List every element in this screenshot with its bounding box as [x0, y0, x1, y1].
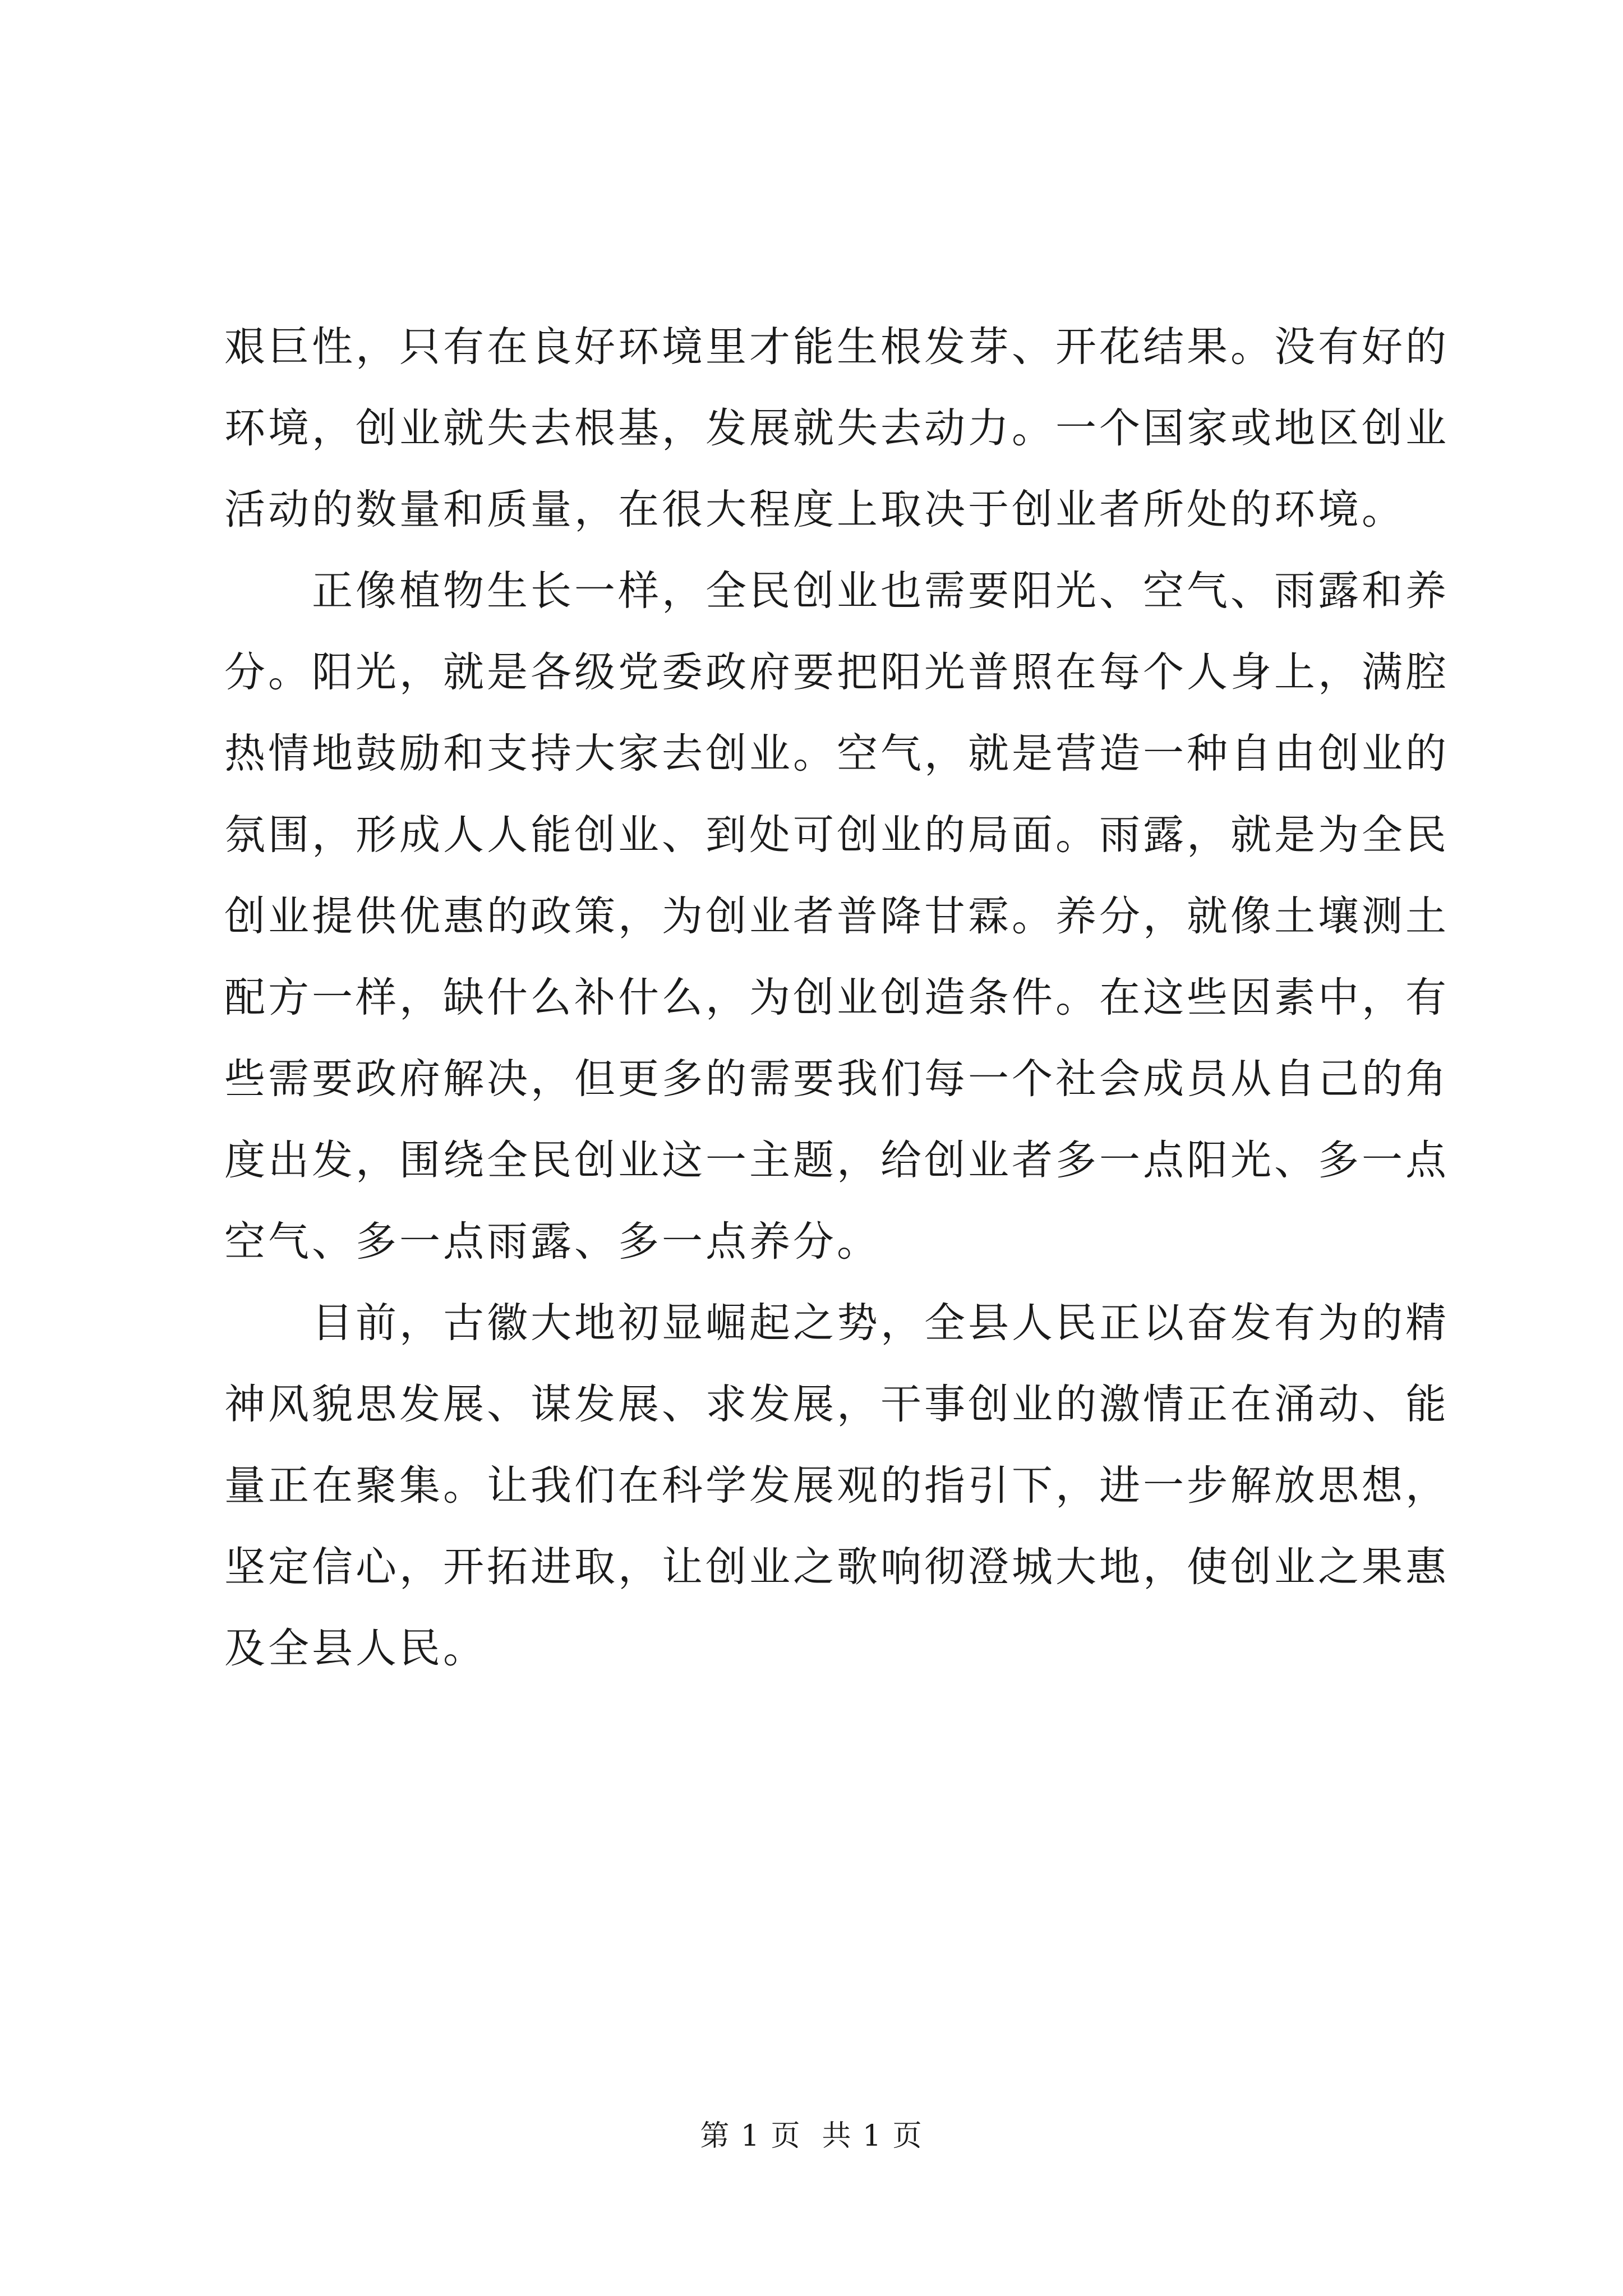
- page-indicator: 第 1 页 共 1 页: [700, 2119, 923, 2153]
- paragraph-1-line-3: 活动的数量和质量，在很大程度上取决于创业者所处的环境。: [224, 486, 1405, 533]
- paragraph-3-line-1: 目前，古徽大地初显崛起之势，全县人民正以奋发有为的精: [312, 1299, 1449, 1347]
- paragraph-1-line-1: 艰巨性，只有在良好环境里才能生根发芽、开花结果。没有好的: [224, 323, 1449, 371]
- paragraph-3-line-3: 量正在聚集。让我们在科学发展观的指引下，进一步解放思想，: [224, 1462, 1449, 1510]
- paragraph-2-line-9: 空气、多一点雨露、多一点养分。: [224, 1218, 880, 1266]
- paragraph-3-line-4: 坚定信心，开拓进取，让创业之歌响彻澄城大地，使创业之果惠: [224, 1543, 1449, 1591]
- paragraph-2-line-3: 热情地鼓励和支持大家去创业。空气，就是营造一种自由创业的: [224, 730, 1449, 777]
- paragraph-1-line-2: 环境，创业就失去根基，发展就失去动力。一个国家或地区创业: [224, 404, 1449, 452]
- paragraph-2-line-5: 创业提供优惠的政策，为创业者普降甘霖。养分，就像土壤测土: [224, 892, 1449, 940]
- paragraph-2-line-1: 正像植物生长一样，全民创业也需要阳光、空气、雨露和养: [312, 567, 1449, 615]
- paragraph-2-line-7: 些需要政府解决，但更多的需要我们每一个社会成员从自己的角: [224, 1055, 1449, 1103]
- document-body: [224, 306, 1449, 1689]
- paragraph-3-line-5: 及全县人民。: [224, 1625, 487, 1672]
- paragraph-2-line-2: 分。阳光，就是各级党委政府要把阳光普照在每个人身上，满腔: [224, 648, 1449, 696]
- paragraph-2-line-8: 度出发，围绕全民创业这一主题，给创业者多一点阳光、多一点: [224, 1137, 1449, 1184]
- page-footer: [0, 2116, 1623, 2156]
- paragraph-2-line-4: 氛围，形成人人能创业、到处可创业的局面。雨露，就是为全民: [224, 811, 1449, 859]
- paragraph-3-line-2: 神风貌思发展、谋发展、求发展，干事创业的激情正在涌动、能: [224, 1381, 1449, 1428]
- paragraph-2-line-6: 配方一样，缺什么补什么，为创业创造条件。在这些因素中，有: [224, 974, 1449, 1022]
